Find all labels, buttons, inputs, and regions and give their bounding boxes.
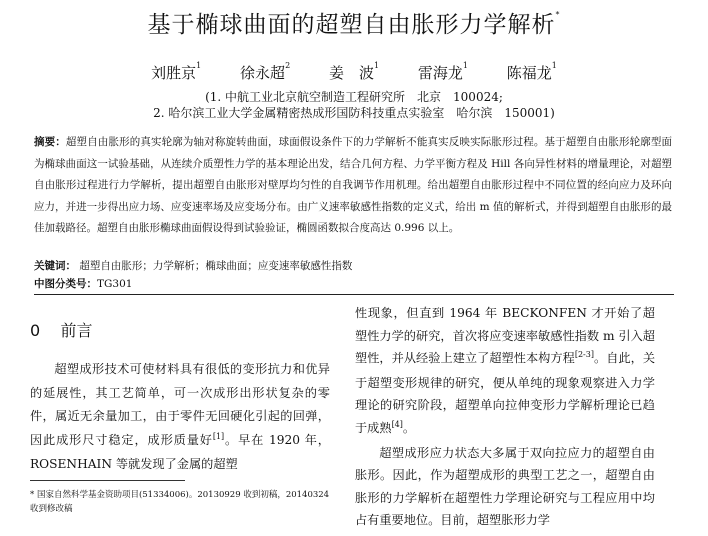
title-footnote-mark: * bbox=[555, 10, 561, 20]
keywords-text: 超塑自由胀形；力学解析；椭球曲面；应变速率敏感性指数 bbox=[79, 260, 353, 272]
paragraph: 性现象，但直到 1964 年 BECKONFEN 才开始了超塑性力学的研究，首次将应变速率敏感性指数 m 引入超塑性，并从经验上建立了超塑性本构方程[2-3]。自此，关于超塑变形规律的研究，便从单纯的现象观察进入力学理论的研究阶段，超塑单向拉伸变形力学解析理论已趋于成熟[4]。 bbox=[355, 306, 656, 435]
author: 刘胜京$^1$ bbox=[151, 61, 202, 82]
citation: [1] bbox=[212, 431, 225, 441]
affiliation-line-2: 2. 哈尔滨工业大学金属精密热成形国防科技重点实验室 哈尔滨 150001) bbox=[153, 106, 555, 120]
footnote: * 国家自然科学基金资助项目(51334006)。20130929 收到初稿，20140324 收到修改稿 bbox=[30, 490, 330, 514]
classification bbox=[34, 276, 132, 291]
classification-label: 中图分类号： bbox=[34, 278, 97, 290]
section-number: 0 bbox=[30, 321, 41, 340]
abstract-text: 超塑自由胀形的真实轮廓为轴对称旋转曲面，球面假设条件下的力学解析不能真实反映实际胀形过程。基于超塑自由胀形轮廓型面为椭球曲面这一试验基础，从连续介质塑性力学的基本理论出发，结合几何方程、力学平衡方程及 Hill 各向异性材料的增量理论，对超塑自由胀形过程进行力学解析，提出超塑自由胀形对壁厚均匀性的自我调节作用机理。给出超塑自由胀形过程中不同位置的经向应力及环向应力，并进一步得出应力场、应变速率场及应变场分布。由广义速率敏感性指数的定义式，给出 m 值的解析式，并得到超塑自由胀形的最佳加载路径。超塑自由胀形椭球曲面假设得到试验验证，椭圆函数拟合度高达 0.996 以上。 bbox=[34, 136, 673, 234]
author: 陈福龙$^1$ bbox=[506, 61, 557, 82]
author: 雷海龙$^1$ bbox=[417, 61, 468, 82]
classification-text: TG301 bbox=[97, 278, 133, 290]
paper-title bbox=[0, 6, 708, 39]
affiliation-line-1: (1. 中航工业北京航空制造工程研究所 北京 100024; bbox=[205, 90, 503, 104]
right-column bbox=[355, 302, 655, 532]
author: 徐永超$^2$ bbox=[240, 61, 291, 82]
abstract-label: 摘要： bbox=[34, 136, 66, 148]
footnote-rule bbox=[30, 480, 185, 481]
author-list bbox=[0, 62, 708, 83]
abstract bbox=[34, 132, 672, 240]
keywords bbox=[34, 258, 352, 273]
title-text: 基于椭球曲面的超塑自由胀形力学解析 bbox=[147, 12, 556, 38]
paragraph: 超塑成形应力状态大多属于双向拉应力的超塑自由胀形。因此，作为超塑成形的典型工艺之一，超塑自由胀形的力学解析在超塑性力学理论研究与工程应用中均占有重要地位。目前，超塑胀形力学 bbox=[355, 445, 655, 528]
section-title: 前言 bbox=[60, 321, 93, 340]
citation: [2-3] bbox=[574, 350, 594, 360]
divider bbox=[34, 294, 674, 295]
section-heading bbox=[30, 318, 93, 341]
left-column bbox=[30, 358, 330, 477]
citation: [4] bbox=[391, 419, 403, 429]
author: 姜 波$^1$ bbox=[328, 61, 380, 82]
keywords-label: 关键词： bbox=[34, 260, 76, 272]
paragraph: 超塑成形技术可使材料具有很低的变形抗力和优异的延展性，其工艺简单，可一次成形出形状复杂的零件，属近无余量加工，由于零件无回硬化引起的回弹，因此成形尺寸稳定，成形质量好[1]。早在 1920 年，ROSENHAIN 等就发现了金属的超塑 bbox=[30, 362, 330, 471]
